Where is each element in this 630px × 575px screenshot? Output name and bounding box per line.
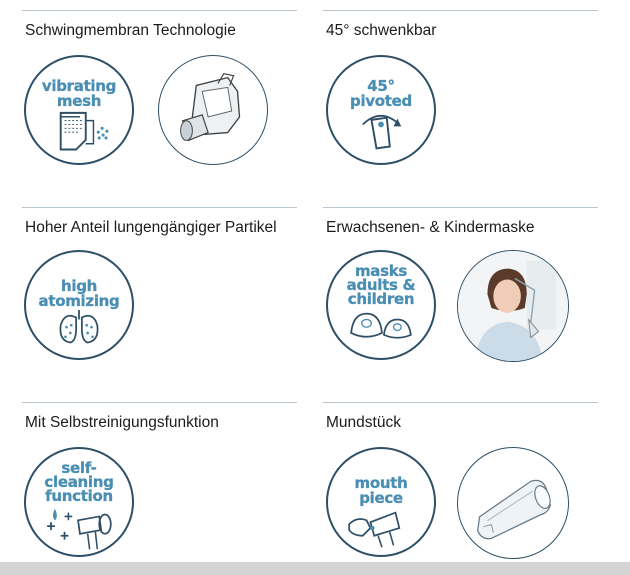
badge-line: 45°: [367, 77, 395, 95]
woman-with-mask-icon: [458, 251, 568, 361]
badge-line: atomizing: [38, 292, 120, 310]
transparent-mouthpiece-icon: [458, 448, 568, 558]
divider: [323, 10, 598, 11]
cleaning-icon: [26, 449, 132, 555]
divider: [22, 207, 297, 208]
pivoted-icon: [326, 55, 436, 165]
badge-line: high: [60, 277, 98, 295]
feature-title-masks: Erwachsenen- & Kindermaske: [326, 219, 535, 236]
badge-line: adults &: [346, 276, 416, 294]
masks-icon: [326, 250, 436, 360]
badge-line: vibrating: [41, 77, 117, 95]
badge-line: mesh: [56, 92, 102, 110]
self-cleaning-icon: [24, 447, 134, 557]
high-atomizing-icon: [24, 250, 134, 360]
person-photo: [457, 250, 569, 362]
nebulizer-device-icon: [159, 56, 267, 164]
bottom-scrollbar-strip: [0, 562, 630, 575]
badge-line: pivoted: [350, 92, 412, 110]
vibrating-mesh-icon: [24, 55, 134, 165]
divider: [323, 402, 598, 403]
lungs-icon: [26, 252, 132, 358]
feature-title-pivoted: 45° schwenkbar: [326, 22, 437, 39]
feature-title-high-atomizing: Hoher Anteil lungengängiger Partikel: [25, 219, 277, 236]
divider: [22, 402, 297, 403]
badge-line: self-: [61, 459, 97, 477]
device-photo: [158, 55, 268, 165]
divider: [323, 207, 598, 208]
badge-line: function: [45, 487, 113, 505]
two-masks-icon: [328, 252, 434, 358]
feature-title-vibrating-mesh: Schwingmembran Technologie: [25, 22, 236, 39]
mouthpiece-icon: [326, 447, 436, 557]
tilt-device-icon: [328, 57, 434, 163]
feature-title-self-cleaning: Mit Selbstreinigungsfunktion: [25, 414, 219, 431]
mesh-diagram-icon: [26, 57, 132, 163]
mouth-piece-icon: [328, 449, 434, 555]
mouthpiece-photo: [457, 447, 569, 559]
badge-line: masks: [354, 262, 408, 280]
badge-line: children: [347, 290, 415, 308]
badge-line: piece: [359, 489, 403, 507]
badge-line: mouth: [354, 474, 408, 492]
divider: [22, 10, 297, 11]
feature-title-mouthpiece: Mundstück: [326, 414, 401, 431]
badge-line: cleaning: [44, 473, 114, 491]
